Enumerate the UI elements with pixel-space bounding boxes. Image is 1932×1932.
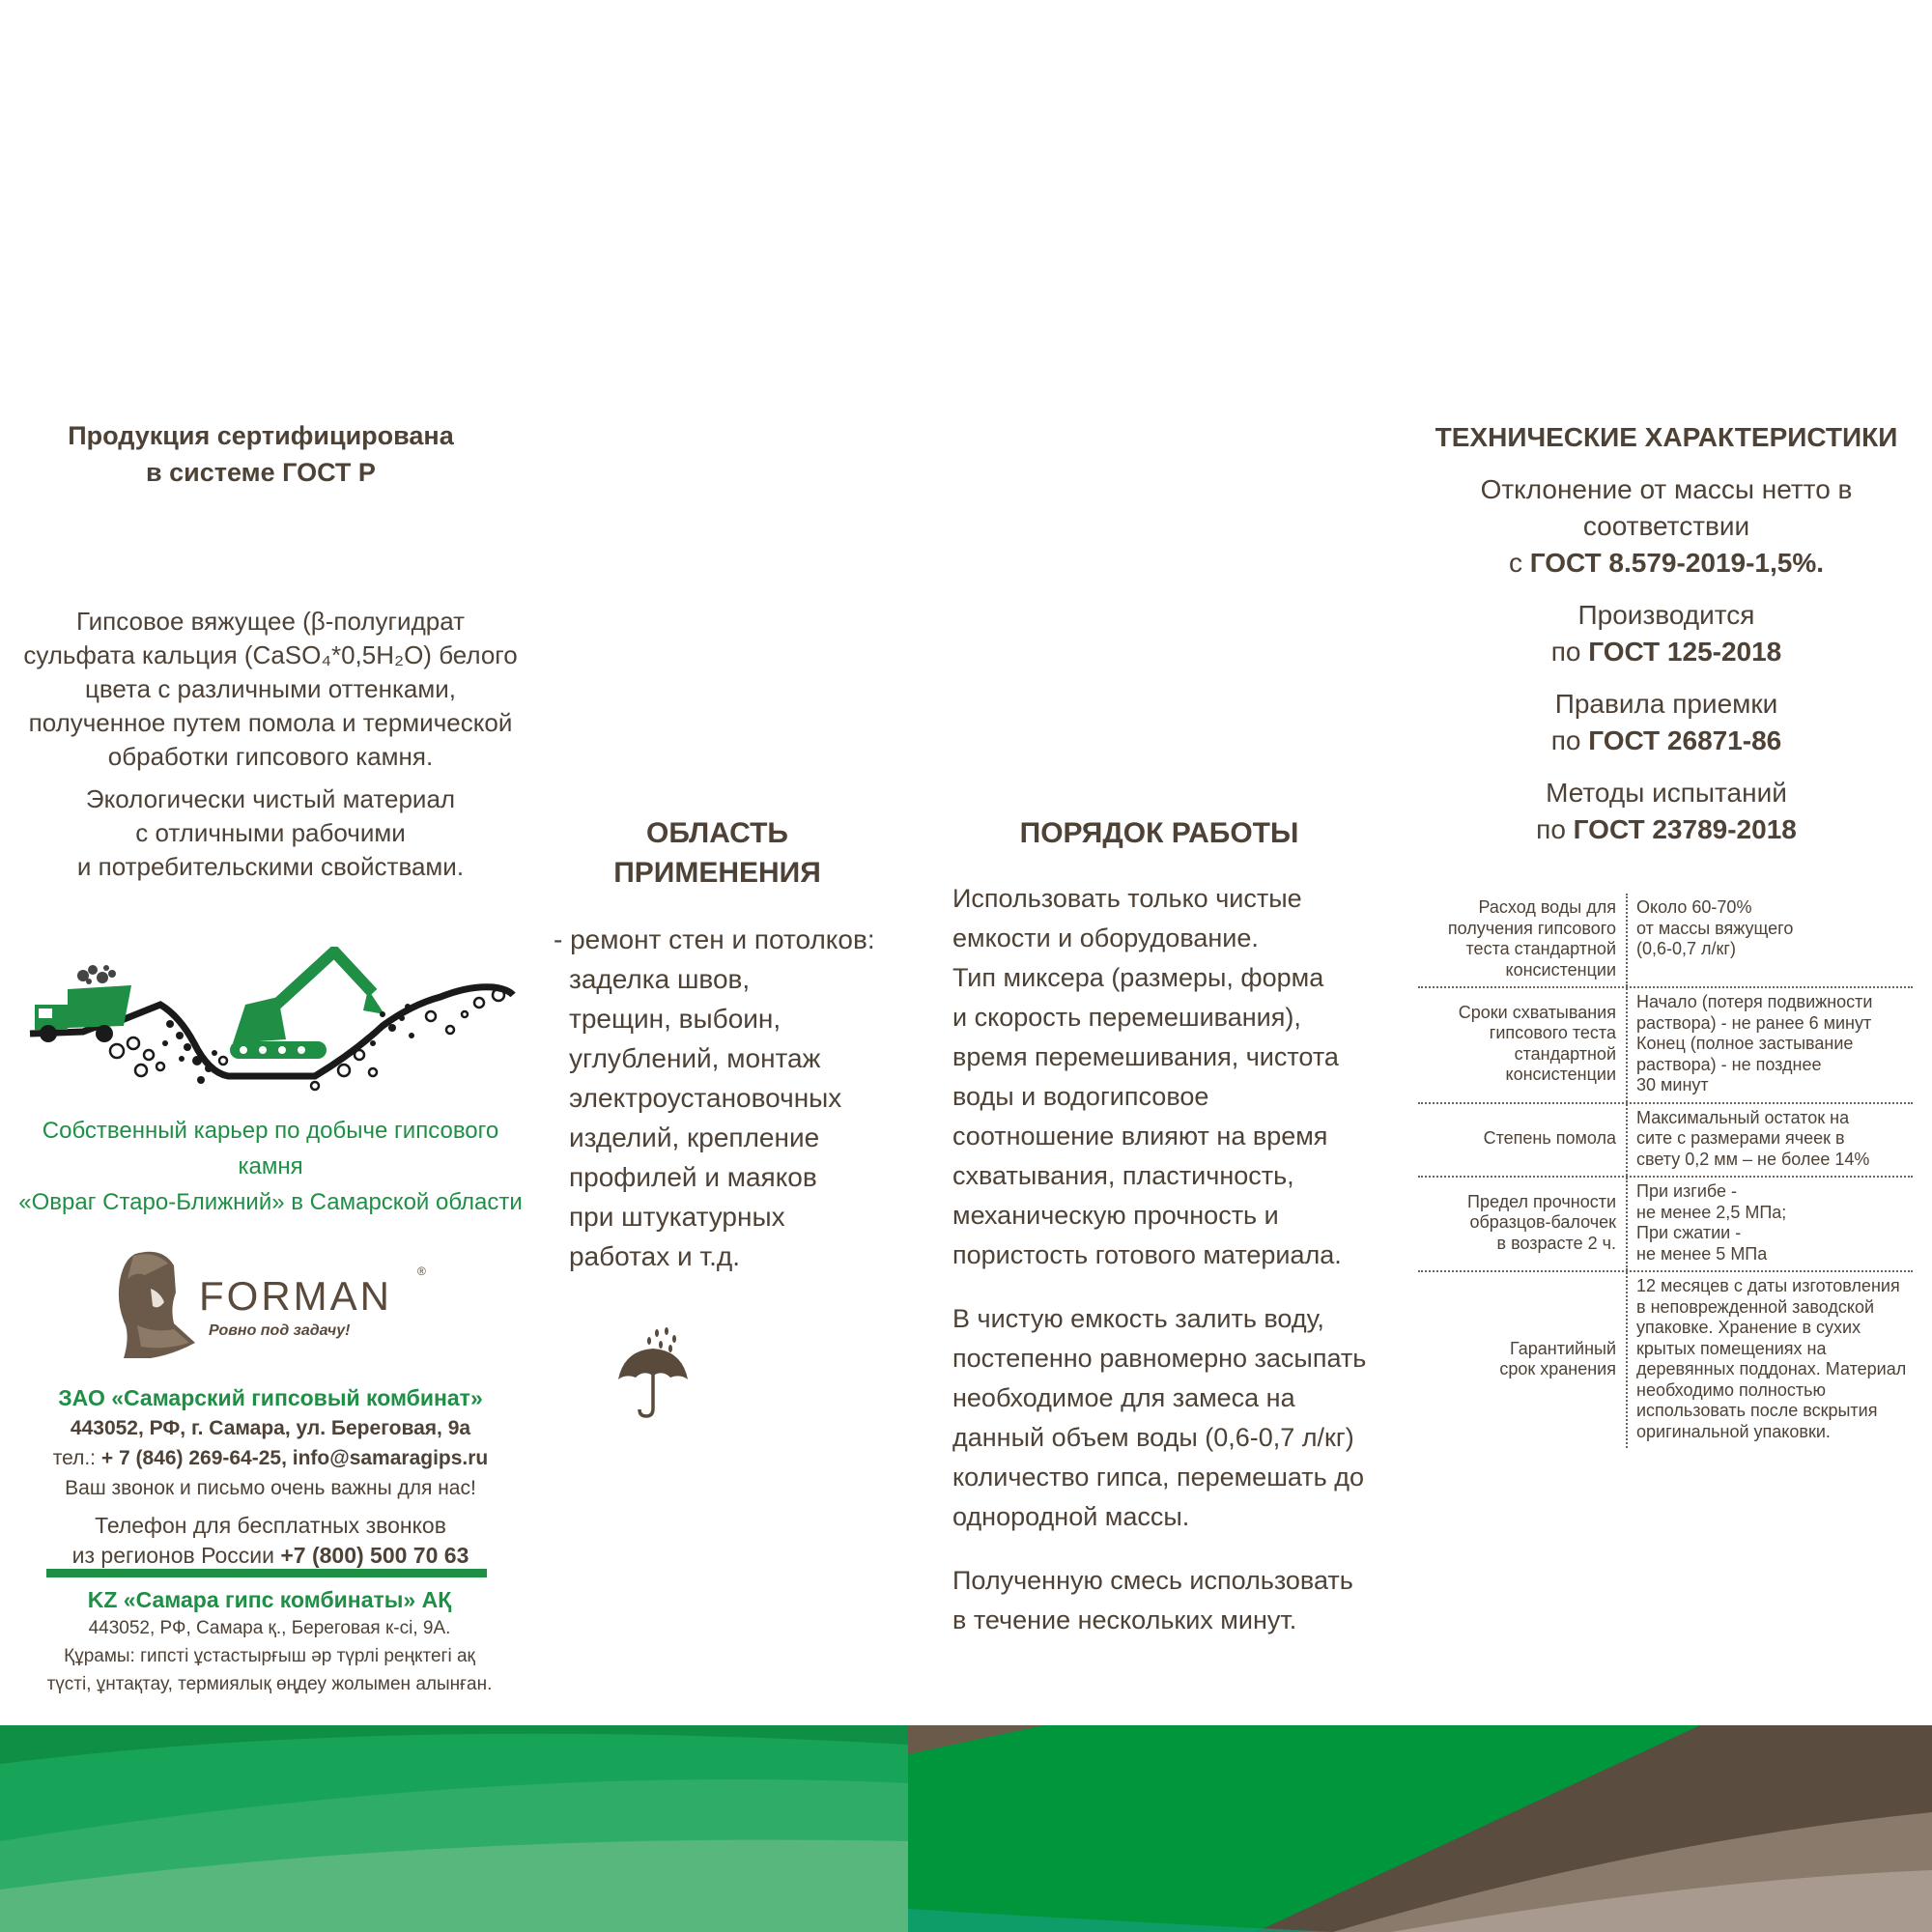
spec-table bbox=[1418, 894, 1913, 1448]
spec-value-line: крытых помещениях на bbox=[1636, 1338, 1827, 1358]
spec-parameter bbox=[1418, 1104, 1628, 1177]
order-line: схватывания, пластичность, bbox=[952, 1161, 1294, 1190]
spec-parameter-line: Предел прочности bbox=[1467, 1191, 1616, 1211]
free-call-line-1: Телефон для бесплатных звонков bbox=[95, 1513, 446, 1538]
order-paragraph-3 bbox=[952, 1561, 1406, 1640]
spec-parameter-line: теста стандартной bbox=[1465, 939, 1616, 958]
spec-parameter-text bbox=[1499, 1339, 1616, 1380]
intro-paragraph-2 bbox=[19, 782, 522, 884]
company-name-kz: KZ «Самара гипс комбинаты» АҚ bbox=[87, 1587, 452, 1612]
quarry-caption-line-2: «Овраг Старо-Ближний» в Самарской области bbox=[18, 1189, 523, 1215]
brand-wordmark: FORMAN bbox=[199, 1273, 392, 1319]
intro-line: цвета с различными оттенками, bbox=[85, 674, 456, 703]
spec-row bbox=[1418, 894, 1913, 988]
spec-value-line: При изгибе - bbox=[1636, 1181, 1738, 1201]
spec-parameter-line: Степень помола bbox=[1483, 1128, 1616, 1148]
tech-prefix: с bbox=[1508, 548, 1530, 578]
spec-parameter bbox=[1418, 1272, 1628, 1448]
order-line: емкости и оборудование. bbox=[952, 923, 1259, 952]
composition-line-1: Құрамы: гипсті ұстастырғыш әр түрлі реңктегі ақ bbox=[64, 1646, 475, 1666]
phone-email-link[interactable]: + 7 (846) 269-64-25, info@samaragips.ru bbox=[100, 1447, 489, 1469]
company-contacts-ru bbox=[19, 1383, 522, 1571]
tech-produced bbox=[1403, 597, 1930, 670]
free-call-line-2 bbox=[19, 1541, 522, 1571]
tech-line: Правила приемки bbox=[1554, 689, 1778, 719]
tech-deviation bbox=[1403, 471, 1930, 582]
company-address-ru: 443052, РФ, г. Самара, ул. Береговая, 9а bbox=[70, 1417, 471, 1439]
scope-list bbox=[554, 920, 887, 1276]
registered-mark: ® bbox=[417, 1264, 426, 1278]
phone-prefix: тел.: bbox=[52, 1447, 101, 1469]
spec-parameter-line: Расход воды для bbox=[1478, 897, 1616, 917]
tech-line: Методы испытаний bbox=[1546, 778, 1787, 808]
intro-line: обработки гипсового камня. bbox=[107, 742, 434, 771]
spec-value bbox=[1628, 894, 1913, 986]
free-call-number-link[interactable]: +7 (800) 500 70 63 bbox=[280, 1543, 469, 1568]
footer-decorative-band bbox=[0, 1725, 1932, 1932]
spec-value-line: Около 60-70% bbox=[1636, 897, 1752, 917]
spec-value-line: оригинальной упаковки. bbox=[1636, 1421, 1831, 1441]
company-address-kz: 443052, РФ, Самара қ., Береговая к-сі, 9А. bbox=[88, 1618, 451, 1638]
spec-parameter-line: Гарантийный bbox=[1510, 1338, 1616, 1358]
scope-line: углублений, монтаж bbox=[569, 1043, 821, 1073]
spec-value bbox=[1628, 1178, 1913, 1270]
order-line: время перемешивания, чистота bbox=[952, 1042, 1339, 1071]
spec-value bbox=[1628, 988, 1913, 1102]
spec-row bbox=[1418, 1178, 1913, 1272]
brand-slogan: Ровно под задачу! bbox=[209, 1322, 351, 1339]
scope-line: - ремонт стен и потолков: bbox=[554, 924, 875, 954]
company-contacts-line bbox=[19, 1443, 522, 1473]
spec-parameter-line: консистенции bbox=[1505, 1065, 1616, 1085]
spec-value-line: 30 минут bbox=[1636, 1075, 1709, 1094]
spec-parameter-line: Сроки схватывания bbox=[1458, 1002, 1616, 1022]
certification-line-1: Продукция сертифицирована bbox=[68, 421, 454, 450]
intro-line: Гипсовое вяжущее (β-полугидрат bbox=[75, 607, 465, 636]
umbrella-icon bbox=[614, 1325, 692, 1418]
spec-value-line: (0,6-0,7 л/кг) bbox=[1636, 939, 1736, 958]
spec-row bbox=[1418, 1104, 1913, 1179]
spec-value-line: Начало (потеря подвижности bbox=[1636, 992, 1873, 1011]
order-line: механическую прочность и bbox=[952, 1201, 1279, 1230]
intro-line: полученное путем помола и термической bbox=[28, 708, 513, 737]
spec-parameter-line: стандартной bbox=[1514, 1043, 1616, 1064]
spec-parameter-line: получения гипсового bbox=[1447, 918, 1616, 938]
spec-value-line: от массы вяжущего bbox=[1636, 918, 1794, 938]
spec-value-line: раствора) - не позднее bbox=[1636, 1054, 1822, 1074]
technical-specs bbox=[1403, 419, 1930, 848]
tech-heading: ТЕХНИЧЕСКИЕ ХАРАКТЕРИСТИКИ bbox=[1435, 422, 1898, 452]
spec-parameter-text bbox=[1459, 1003, 1616, 1086]
scope-line: электроустановочных bbox=[569, 1083, 842, 1113]
spec-value-line: использовать после вскрытия bbox=[1636, 1401, 1878, 1420]
order-line: Использовать только чистые bbox=[952, 884, 1302, 913]
spec-value-line: При сжатии - bbox=[1636, 1223, 1742, 1242]
intro-paragraph-1 bbox=[19, 605, 522, 774]
tech-line: соответствии bbox=[1582, 511, 1750, 541]
warrior-head-icon bbox=[119, 1252, 195, 1358]
spec-parameter bbox=[1418, 988, 1628, 1102]
tech-standard: ГОСТ 8.579-2019-1,5%. bbox=[1529, 548, 1825, 578]
order-paragraph-2 bbox=[952, 1299, 1406, 1537]
order-line: и скорость перемешивания), bbox=[952, 1003, 1301, 1032]
scope-line: заделка швов, bbox=[569, 964, 751, 994]
spec-value-line: сите с размерами ячеек в bbox=[1636, 1128, 1845, 1148]
spec-parameter-line: в возрасте 2 ч. bbox=[1496, 1233, 1616, 1253]
spec-value bbox=[1628, 1104, 1913, 1177]
order-line: Тип миксера (размеры, форма bbox=[952, 963, 1324, 992]
spec-parameter-line: срок хранения bbox=[1499, 1359, 1616, 1378]
spec-value-line: не менее 2,5 МПа; bbox=[1636, 1202, 1787, 1222]
order-line: Полученную смесь использовать bbox=[952, 1566, 1353, 1595]
green-divider bbox=[46, 1569, 487, 1577]
spec-value-line: Конец (полное застывание bbox=[1636, 1034, 1854, 1053]
intro-line: Экологически чистый материал bbox=[85, 784, 456, 813]
spec-parameter-text bbox=[1467, 1192, 1616, 1255]
order-line: пористость готового материала. bbox=[952, 1240, 1342, 1269]
spec-value-line: 12 месяцев с даты изготовления bbox=[1636, 1276, 1900, 1295]
spec-value-line: свету 0,2 мм – не более 14% bbox=[1636, 1149, 1870, 1169]
composition-line-2: түсті, ұнтақтау, термиялық өңдеу жолымен алынған. bbox=[46, 1674, 493, 1694]
order-line: однородной массы. bbox=[952, 1502, 1190, 1531]
tech-line: Производится bbox=[1577, 600, 1755, 630]
scope-line: профилей и маяков bbox=[569, 1162, 817, 1192]
scope-heading-line: ОБЛАСТЬ bbox=[646, 817, 788, 849]
spec-value bbox=[1628, 1272, 1913, 1448]
contact-note: Ваш звонок и письмо очень важны для нас! bbox=[65, 1477, 476, 1499]
order-line: количество гипса, перемешать до bbox=[952, 1463, 1364, 1492]
spec-parameter bbox=[1418, 894, 1628, 986]
spec-parameter-line: гипсового теста bbox=[1489, 1023, 1616, 1043]
tech-standard: ГОСТ 26871-86 bbox=[1588, 725, 1782, 755]
spec-parameter bbox=[1418, 1178, 1628, 1270]
spec-value-line: необходимо полностью bbox=[1636, 1379, 1826, 1400]
scope-line: трещин, выбоин, bbox=[569, 1004, 781, 1034]
tech-standard: ГОСТ 125-2018 bbox=[1588, 637, 1782, 667]
work-instructions bbox=[952, 879, 1406, 1664]
tech-methods bbox=[1403, 775, 1930, 848]
product-description bbox=[19, 605, 522, 893]
scope-line: при штукатурных bbox=[569, 1202, 785, 1232]
scope-line: работах и т.д. bbox=[569, 1241, 741, 1271]
order-heading: ПОРЯДОК РАБОТЫ bbox=[1019, 817, 1299, 849]
tech-standard: ГОСТ 23789-2018 bbox=[1573, 814, 1797, 844]
tech-acceptance bbox=[1403, 686, 1930, 759]
quarry-caption bbox=[10, 1113, 531, 1220]
free-call-prefix: из регионов России bbox=[71, 1543, 281, 1568]
spec-value-line: деревянных поддонах. Материал bbox=[1636, 1359, 1907, 1378]
order-line: В чистую емкость залить воду, bbox=[952, 1304, 1324, 1333]
tech-prefix: по bbox=[1550, 637, 1589, 667]
spec-row bbox=[1418, 988, 1913, 1104]
forman-logo bbox=[106, 1246, 435, 1362]
spec-value-line: упаковке. Хранение в сухих bbox=[1636, 1318, 1861, 1337]
order-line: данный объем воды (0,6-0,7 л/кг) bbox=[952, 1423, 1354, 1452]
certification-line-2: в системе ГОСТ Р bbox=[146, 458, 376, 487]
certification-heading bbox=[19, 417, 502, 491]
spec-value-line: не менее 5 МПа bbox=[1636, 1243, 1768, 1264]
spec-parameter-line: консистенции bbox=[1505, 959, 1616, 980]
order-line: соотношение влияют на время bbox=[952, 1122, 1328, 1151]
order-line: необходимое для замеса на bbox=[952, 1383, 1295, 1412]
order-line: в течение нескольких минут. bbox=[952, 1605, 1297, 1634]
spec-value-line: раствора) - не ранее 6 минут bbox=[1636, 1012, 1872, 1033]
company-contacts-kz bbox=[14, 1586, 526, 1698]
spec-value-line: в неповрежденной заводской bbox=[1636, 1296, 1875, 1317]
spec-value-line: Максимальный остаток на bbox=[1636, 1107, 1850, 1127]
spec-parameter-text bbox=[1484, 1128, 1616, 1150]
scope-heading bbox=[551, 813, 884, 893]
order-paragraph-1 bbox=[952, 879, 1406, 1275]
scope-heading-line: ПРИМЕНЕНИЯ bbox=[613, 857, 821, 889]
quarry-illustration bbox=[25, 947, 518, 1092]
spec-parameter-line: образцов-балочек bbox=[1469, 1212, 1616, 1233]
tech-prefix: по bbox=[1550, 725, 1589, 755]
spec-parameter-text bbox=[1448, 897, 1616, 980]
tech-prefix: по bbox=[1536, 814, 1574, 844]
scope-line: изделий, крепление bbox=[569, 1122, 820, 1152]
order-line: воды и водогипсовое bbox=[952, 1082, 1209, 1111]
intro-line: с отличными рабочими bbox=[135, 818, 406, 847]
order-line: постепенно равномерно засыпать bbox=[952, 1344, 1367, 1373]
intro-line: сульфата кальция (CaSO₄*0,5H₂O) белого bbox=[23, 640, 518, 669]
company-name-ru: ЗАО «Самарский гипсовый комбинат» bbox=[58, 1385, 483, 1410]
tech-line: Отклонение от массы нетто в bbox=[1480, 474, 1853, 504]
quarry-caption-line-1: Собственный карьер по добыче гипсового камня bbox=[42, 1118, 499, 1179]
spec-row bbox=[1418, 1272, 1913, 1448]
intro-line: и потребительскими свойствами. bbox=[76, 852, 465, 881]
